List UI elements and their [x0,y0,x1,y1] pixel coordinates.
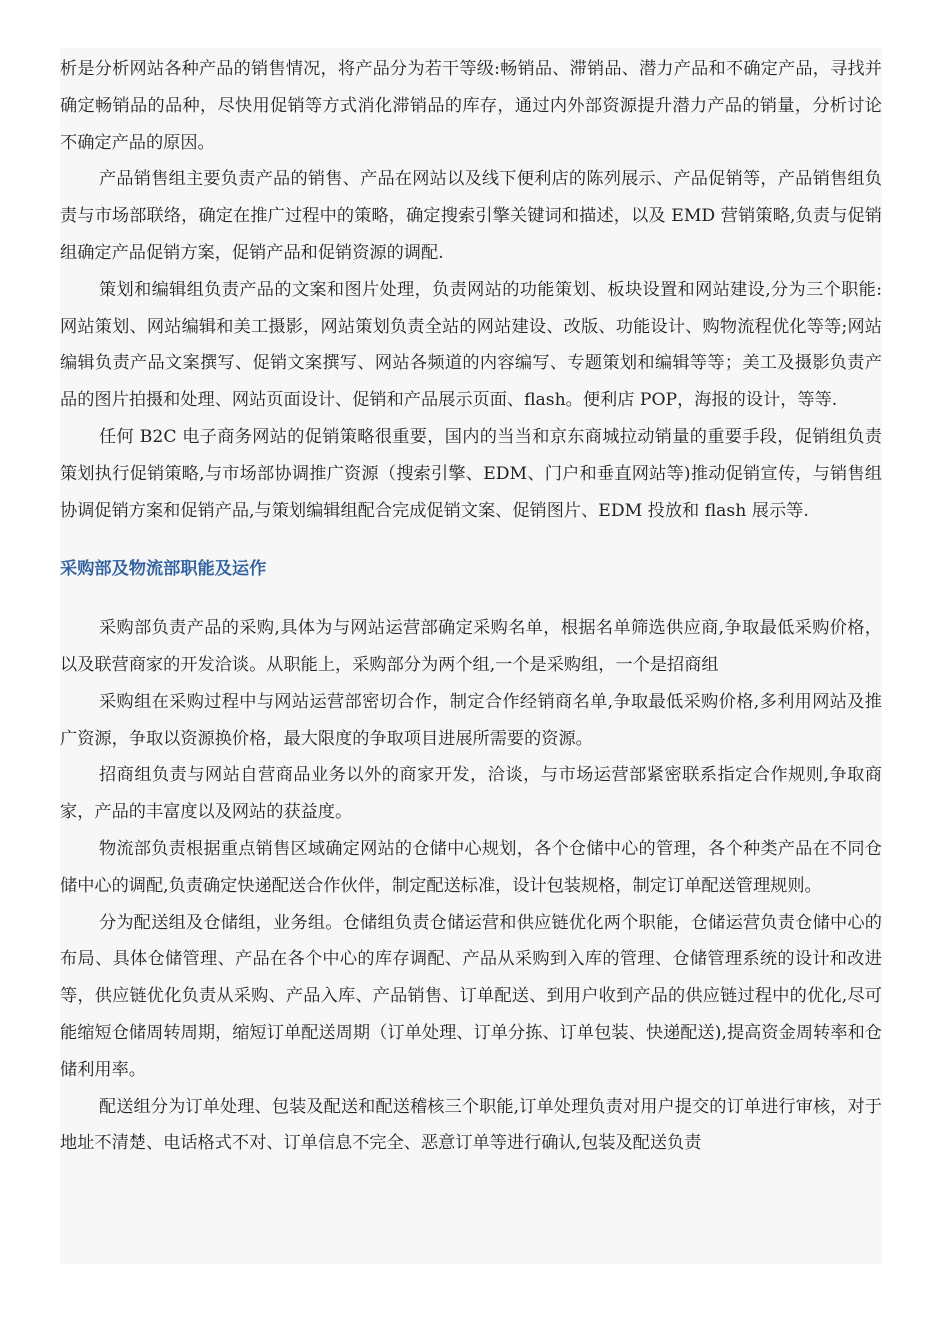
paragraph-product-analysis: 析是分析网站各种产品的销售情况，将产品分为若干等级:畅销品、滞销品、潜力产品和不确定产品，寻找并确定畅销品的品种，尽快用促销等方式消化滞销品的库存，通过内外部资源提升潜力产品的销量，分析讨论不确定产品的原因。 [60,59,882,153]
paragraph-delivery-group: 配送组分为订单处理、包装及配送和配送稽核三个职能,订单处理负责对用户提交的订单进行审核，对于地址不清楚、电话格式不对、订单信息不完全、恶意订单等进行确认,包装及配送负责 [60,1096,882,1154]
paragraph-merchant-group: 招商组负责与网站自营商品业务以外的商家开发，洽谈，与市场运营部紧密联系指定合作规则,争取商家，产品的丰富度以及网站的获益度。 [60,765,882,823]
paragraph-purchasing-dept: 采购部负责产品的采购,具体为与网站运营部确定采购名单，根据名单筛选供应商,争取最低采购价格，以及联营商家的开发洽谈。从职能上，采购部分为两个组,一个是采购组，一个是招商组 [60,618,882,675]
paragraph-promotion-group: 任何 B2C 电子商务网站的促销策略很重要，国内的当当和京东商城拉动销量的重要手段，促销组负责策划执行促销策略,与市场部协调推广资源（搜索引擎、EDM、门户和垂直网站等)推动促销宣传，与销售组协调促销方案和促销产品,与策划编辑组配合完成促销文案、促销图片、EDM 投放和 flash 展示等. [60,426,882,521]
paragraph-logistics-dept: 物流部负责根据重点销售区域确定网站的仓储中心规划，各个仓储中心的管理，各个种类产品在不同仓储中心的调配,负责确定快递配送合作伙伴，制定配送标准，设计包装规格，制定订单配送管理规则。 [60,838,882,896]
paragraph-planning-editing-group: 策划和编辑组负责产品的文案和图片处理，负责网站的功能策划、板块设置和网站建设,分为三个职能:网站策划、网站编辑和美工摄影，网站策划负责全站的网站建设、改版、功能设计、购物流程优化等等;网站编辑负责产品文案撰写、促销文案撰写、网站各频道的内容编写、专题策划和编辑等等；美工及摄影负责产品的图片拍摄和处理、网站页面设计、促销和产品展示页面、flash。便利店 POP，海报的设计，等等. [60,279,882,411]
paragraph-purchasing-group: 采购组在采购过程中与网站运营部密切合作，制定合作经销商名单,争取最低采购价格,多利用网站及推广资源，争取以资源换价格，最大限度的争取项目进展所需要的资源。 [60,691,882,749]
section-heading-purchasing-logistics: 采购部及物流部职能及运作 [60,559,267,580]
paragraph-sales-group: 产品销售组主要负责产品的销售、产品在网站以及线下便利店的陈列展示、产品促销等，产品销售组负责与市场部联络，确定在推广过程中的策略，确定搜索引擎关键词和描述，以及 EMD 营销策略,负责与促销组确定产品促销方案，促销产品和促销资源的调配. [60,169,882,263]
paragraph-warehouse-group: 分为配送组及仓储组，业务组。仓储组负责仓储运营和供应链优化两个职能，仓储运营负责仓储中心的布局、具体仓储管理、产品在各个中心的库存调配、产品从采购到入库的管理、仓储管理系统的设计和改进等，供应链优化负责从采购、产品入库、产品销售、订单配送、到用户收到产品的供应链过程中的优化,尽可能缩短仓储周转周期，缩短订单配送周期（订单处理、订单分拣、订单包装、快递配送),提高资金周转率和仓储利用率。 [60,912,882,1080]
document-body [60,51,882,1162]
